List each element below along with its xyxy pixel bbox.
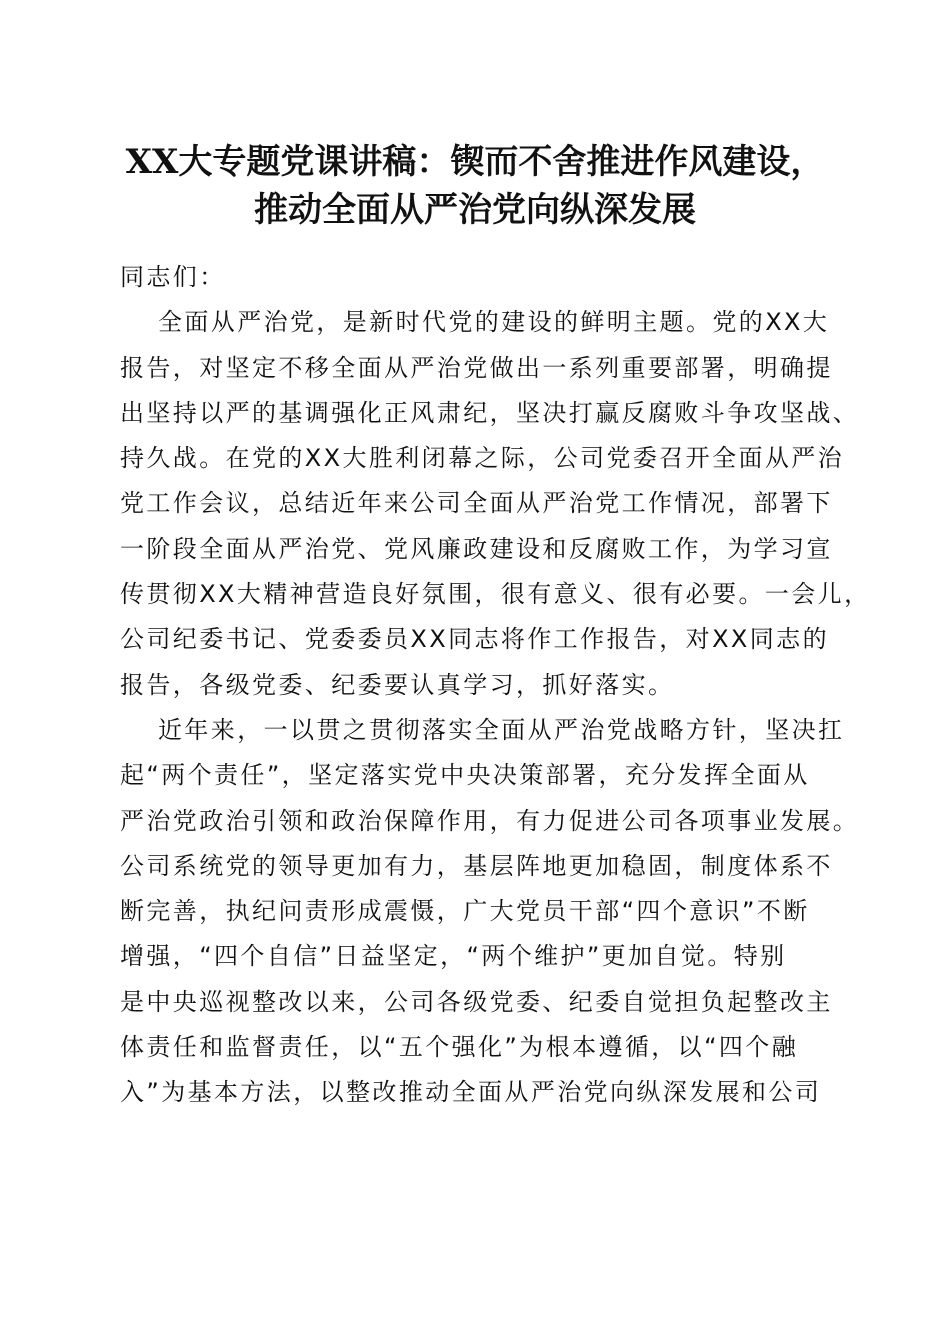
paragraph-line: 一阶段全面从严治党、党风廉政建设和反腐败工作，为学习宣 bbox=[120, 534, 833, 563]
salutation: 同志们： bbox=[120, 263, 226, 291]
paragraph-line: 增强，“四个自信”日益坚定，“两个维护”更加自觉。特别 bbox=[120, 942, 787, 971]
paragraph-line: 报告，各级党委、纪委要认真学习，抓好落实。 bbox=[120, 670, 675, 699]
paragraph-line: 起“两个责任”，坚定落实党中央决策部署，充分发挥全面从 bbox=[120, 761, 810, 790]
paragraph-line: 持久战。在党的XX大胜利闭幕之际，公司党委召开全面从严治 bbox=[120, 444, 845, 473]
paragraph-line: 报告，对坚定不移全面从严治党做出一系列重要部署，明确提 bbox=[120, 353, 833, 382]
paragraph-line: 近年来，一以贯之贯彻落实全面从严治党战略方针，坚决扛 bbox=[158, 715, 845, 744]
paragraph-line: 党工作会议，总结近年来公司全面从严治党工作情况，部署下 bbox=[120, 489, 833, 518]
paragraph-line: 体责任和监督责任，以“五个强化”为根本遵循，以“四个融 bbox=[120, 1033, 799, 1062]
paragraph-line: 入”为基本方法，以整改推动全面从严治党向纵深发展和公司 bbox=[120, 1078, 822, 1107]
paragraph-line: 全面从严治党，是新时代党的建设的鲜明主题。党的XX大 bbox=[158, 308, 830, 337]
paragraph-line: 断完善，执纪问责形成震慑，广大党员干部“四个意识”不断 bbox=[120, 897, 810, 926]
paragraph-line: 公司系统党的领导更加有力，基层阵地更加稳固，制度体系不 bbox=[120, 851, 833, 880]
paragraph-2 bbox=[120, 708, 860, 1116]
paragraph-line: 公司纪委书记、党委委员XX同志将作工作报告，对XX同志的 bbox=[120, 625, 829, 654]
title-line-2: 推动全面从严治党向纵深发展 bbox=[254, 190, 696, 230]
paragraph-line: 传贯彻XX大精神营造良好氛围，很有意义、很有必要。一会儿， bbox=[120, 580, 871, 609]
paragraph-line: 严治党政治引领和政治保障作用，有力促进公司各项事业发展。 bbox=[120, 806, 860, 835]
paragraph-1 bbox=[120, 300, 871, 708]
paragraph-line: 是中央巡视整改以来，公司各级党委、纪委自觉担负起整改主 bbox=[120, 987, 833, 1016]
paragraph-line: 出坚持以严的基调强化正风肃纪，坚决打赢反腐败斗争攻坚战、 bbox=[120, 398, 860, 427]
document-body bbox=[120, 255, 871, 1116]
document-title bbox=[100, 138, 850, 234]
title-line-1: XX大专题党课讲稿：锲而不舍推进作风建设， bbox=[125, 142, 825, 182]
